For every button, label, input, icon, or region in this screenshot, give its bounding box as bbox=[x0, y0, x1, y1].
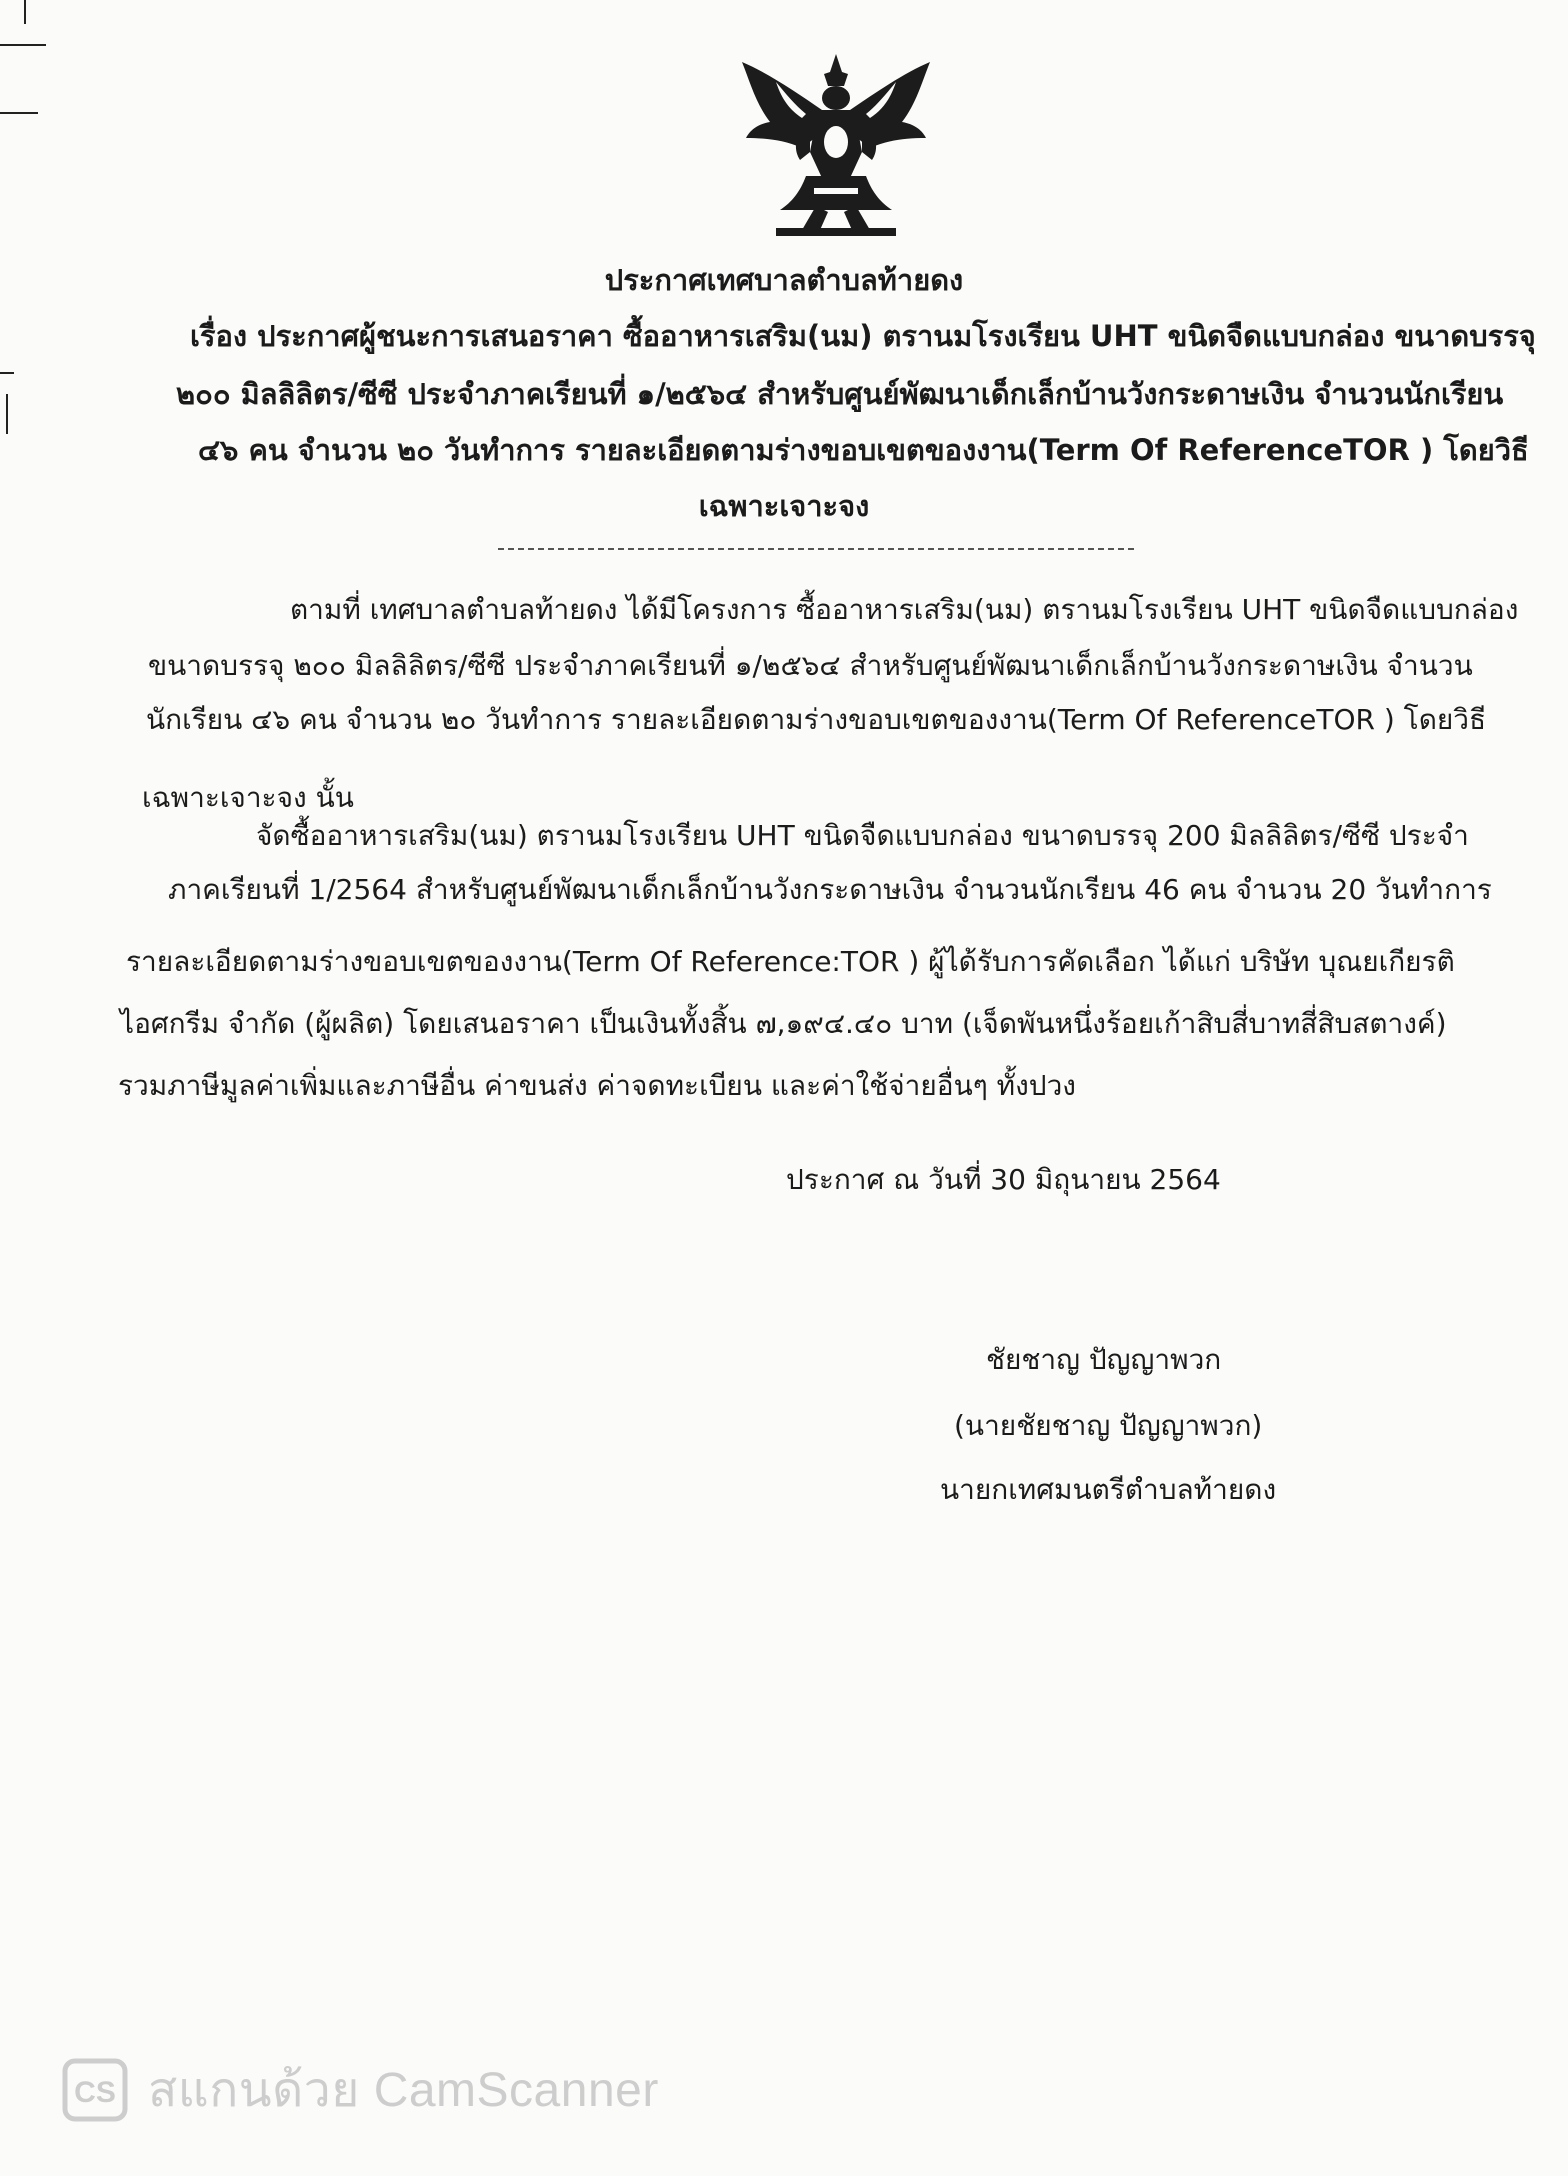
garuda-emblem-icon bbox=[736, 52, 936, 238]
camscanner-logo-icon bbox=[62, 2058, 128, 2122]
signature: ชัยชาญ ปัญญาพวก bbox=[986, 1343, 1222, 1376]
watermark-text: สแกนด้วย CamScanner bbox=[148, 2064, 659, 2117]
paragraph-2-line: รวมภาษีมูลค่าเพิ่มและภาษีอื่น ค่าขนส่ง ค่าจดทะเบียน และค่าใช้จ่ายอื่นๆ ทั้งปวง bbox=[118, 1069, 1076, 1102]
paragraph-1-line: นักเรียน ๔๖ คน จำนวน ๒๐ วันทำการ รายละเอียดตามร่างขอบเขตของงาน(Term Of ReferenceTOR ) โดยวิธี bbox=[146, 703, 1487, 736]
signer-position: นายกเทศมนตรีตำบลท้ายดง bbox=[940, 1473, 1277, 1506]
announce-date: ประกาศ ณ วันที่ 30 มิถุนายน 2564 bbox=[786, 1163, 1221, 1196]
camscanner-watermark bbox=[62, 2058, 659, 2122]
paragraph-2-line: จัดซื้ออาหารเสริม(นม) ตรานมโรงเรียน UHT ขนิดจืดแบบกล่อง ขนาดบรรจุ 200 มิลลิลิตร/ซีซี ประจำ bbox=[256, 819, 1469, 852]
paragraph-2-line: ภาคเรียนที่ 1/2564 สำหรับศูนย์พัฒนาเด็กเล็กบ้านวังกระดาษเงิน จำนวนนักเรียน 46 คน จำนวน 20 วันทำการ bbox=[168, 873, 1492, 906]
signer-printed-name: (นายชัยชาญ ปัญญาพวก) bbox=[954, 1409, 1263, 1442]
margin-mark bbox=[24, 0, 26, 24]
subject-line: ๒๐๐ มิลลิลิตร/ซีซี ประจำภาคเรียนที่ ๑/๒๕๖๔ สำหรับศูนย์พัฒนาเด็กเล็กบ้านวังกระดาษเงิน จำนวนนักเรียน bbox=[176, 377, 1504, 411]
subject-line: เฉพาะเจาะจง bbox=[698, 489, 870, 523]
subject-line: ๔๖ คน จำนวน ๒๐ วันทำการ รายละเอียดตามร่างขอบเขตของงาน(Term Of ReferenceTOR ) โดยวิธี bbox=[198, 433, 1529, 467]
dashed-separator bbox=[498, 548, 1134, 550]
paragraph-1-line: ตามที่ เทศบาลตำบลท้ายดง ได้มีโครงการ ซื้ออาหารเสริม(นม) ตรานมโรงเรียน UHT ขนิดจืดแบบกล่อง bbox=[290, 593, 1519, 626]
paragraph-2-line: รายละเอียดตามร่างขอบเขตของงาน(Term Of Reference:TOR ) ผู้ได้รับการคัดเลือก ได้แก่ บริษัท บุณยเกียรติ bbox=[126, 945, 1455, 978]
margin-mark bbox=[0, 44, 46, 46]
document-title: ประกาศเทศบาลตำบลท้ายดง bbox=[604, 263, 964, 297]
margin-mark bbox=[6, 394, 8, 434]
paragraph-1-line: เฉพาะเจาะจง นั้น bbox=[142, 781, 354, 814]
paragraph-2-line: ไอศกรีม จำกัด (ผู้ผลิต) โดยเสนอราคา เป็นเงินทั้งสิ้น ๗,๑๙๔.๔๐ บาท (เจ็ดพันหนึ่งร้อยเก้าสิบสี่บาทสี่สิบสตางค์) bbox=[120, 1007, 1447, 1040]
margin-mark bbox=[0, 372, 14, 374]
camscanner-logo-text: CS bbox=[74, 2076, 116, 2109]
paragraph-1-line: ขนาดบรรจุ ๒๐๐ มิลลิลิตร/ซีซี ประจำภาคเรียนที่ ๑/๒๕๖๔ สำหรับศูนย์พัฒนาเด็กเล็กบ้านวังกระดาษเงิน จำนวน bbox=[148, 649, 1473, 682]
subject-line: เรื่อง ประกาศผู้ชนะการเสนอราคา ซื้ออาหารเสริม(นม) ตรานมโรงเรียน UHT ขนิดจืดแบบกล่อง ขนาดบรรจุ bbox=[190, 319, 1536, 353]
margin-mark bbox=[0, 112, 38, 114]
